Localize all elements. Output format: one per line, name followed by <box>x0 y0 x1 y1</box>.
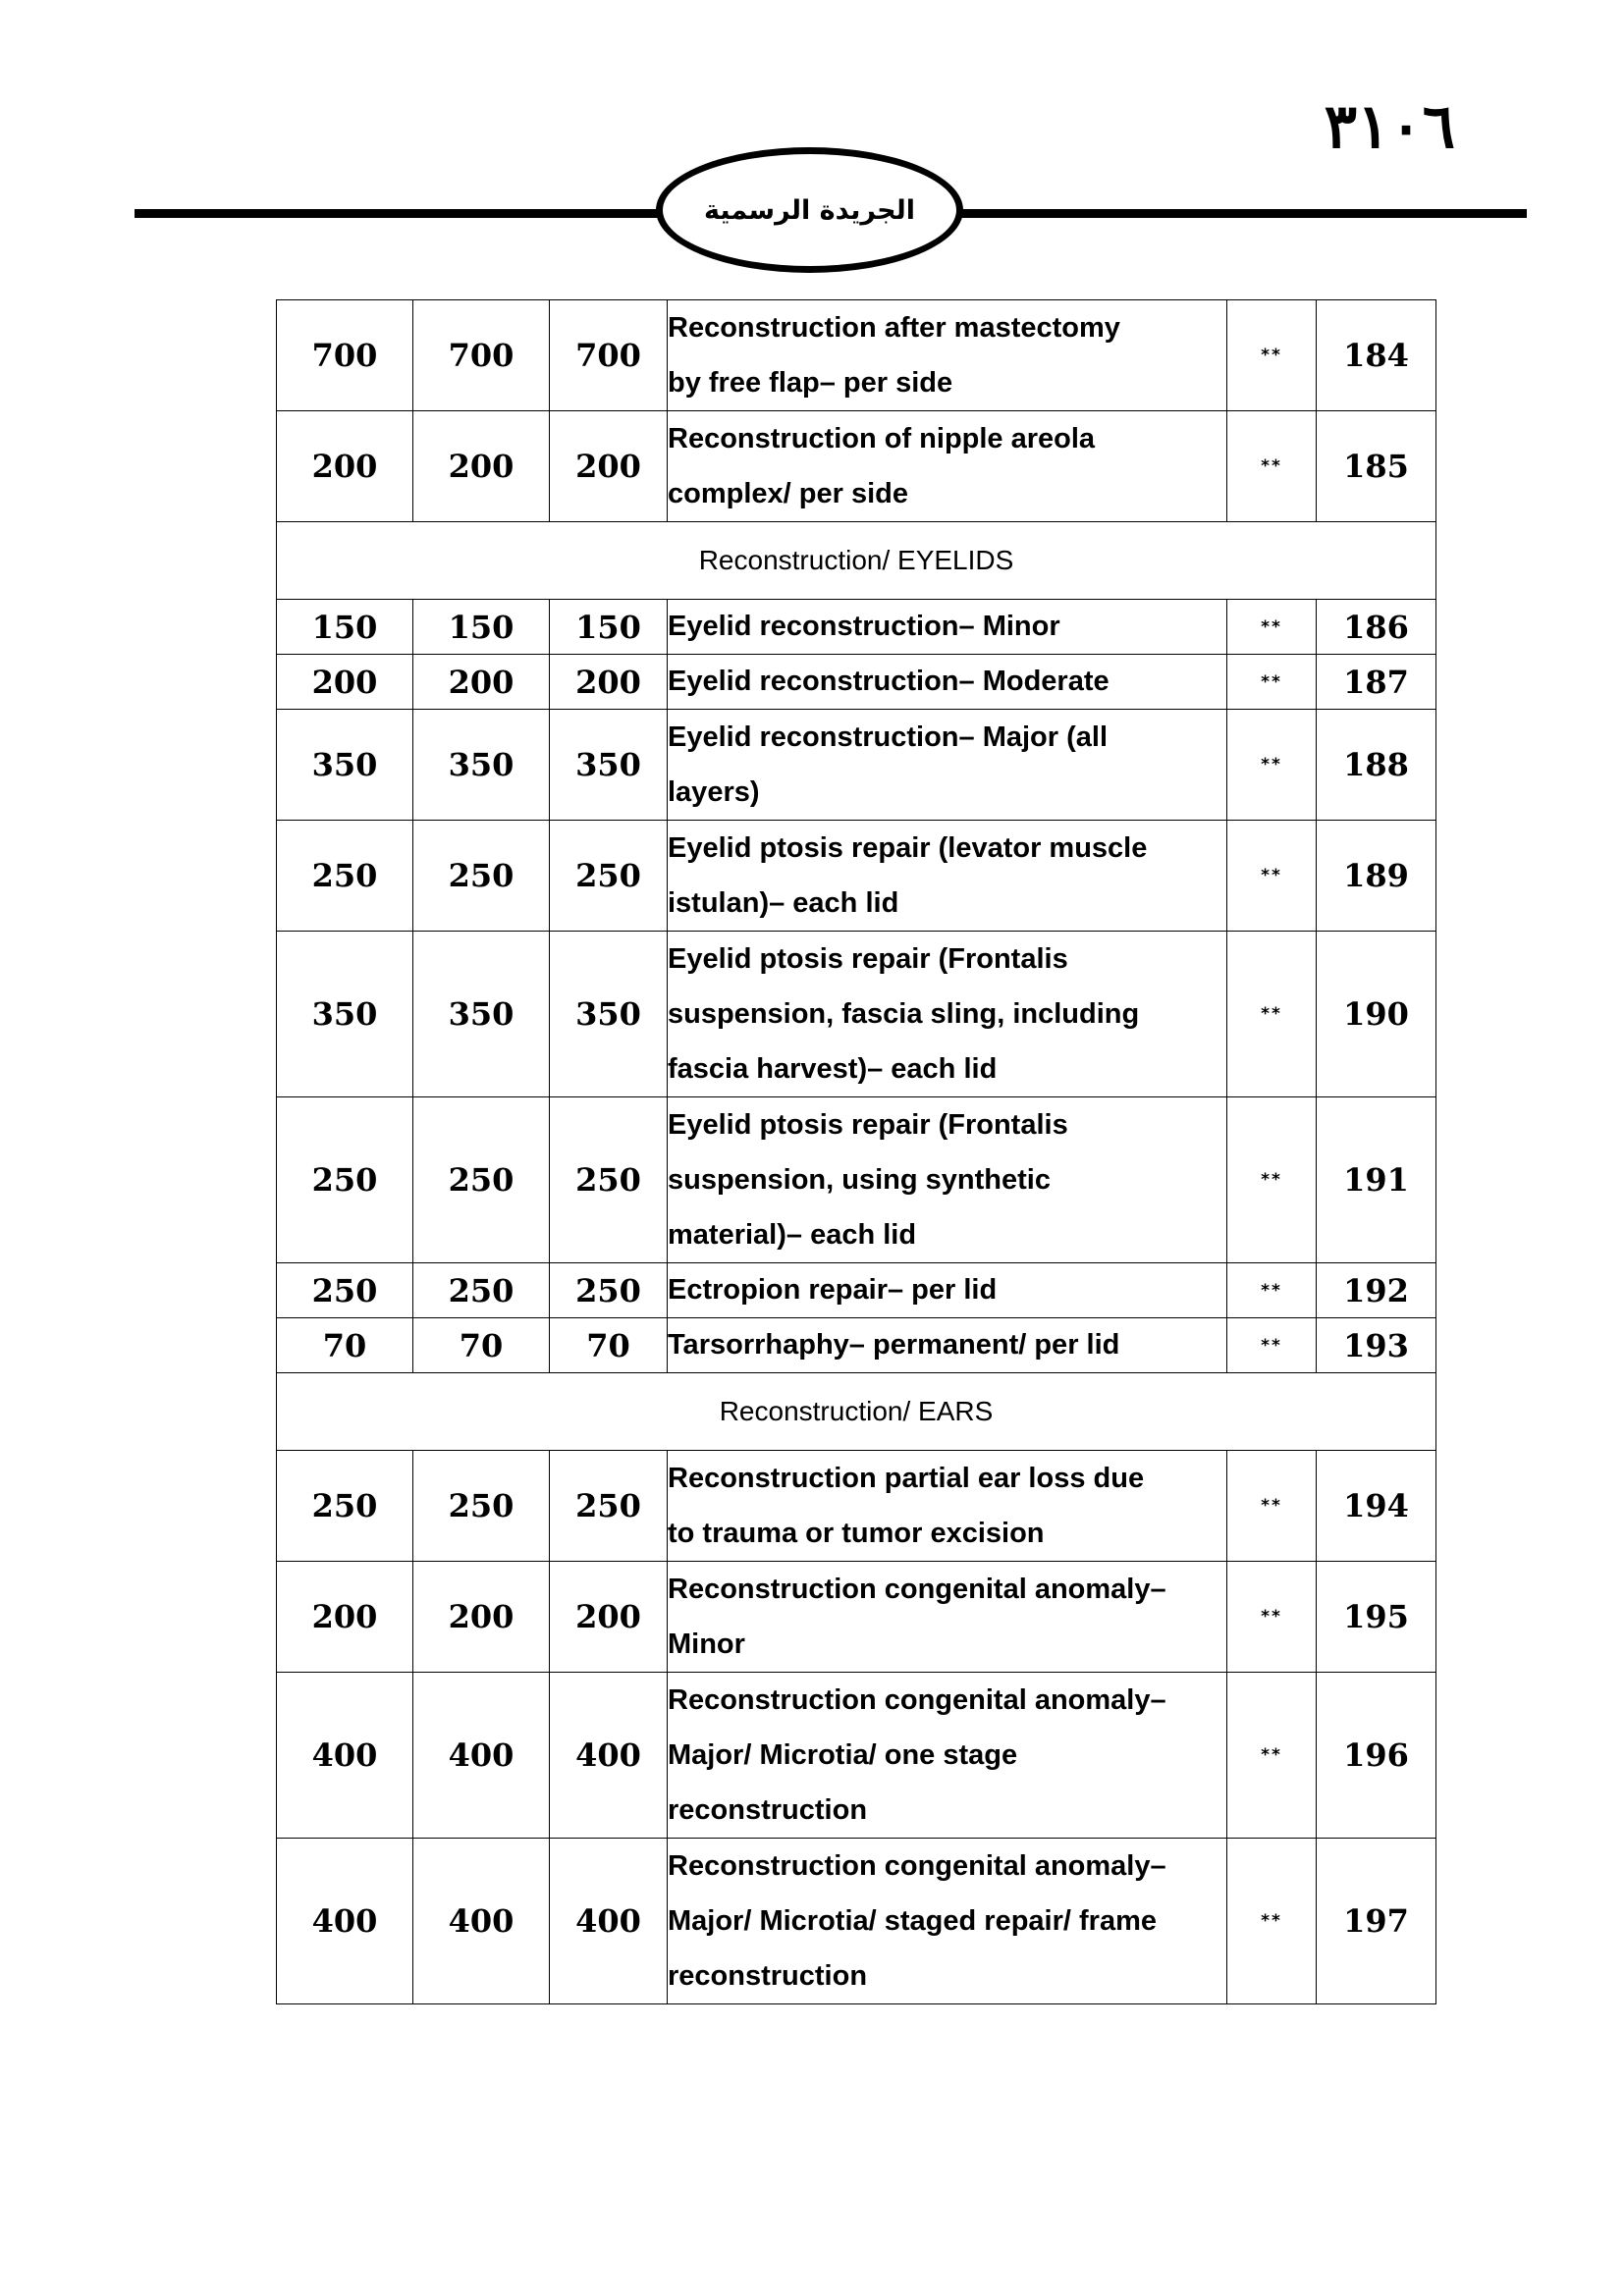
procedure-description: Reconstruction congenital anomaly– Major/ Microtia/ staged repair/ frame reconstruction <box>668 1839 1227 2004</box>
table-row <box>277 1562 1436 1673</box>
fee-value-2: 250 <box>413 1097 550 1263</box>
category-mark: ** <box>1227 932 1317 1097</box>
table-row <box>277 821 1436 932</box>
category-mark: ** <box>1227 1673 1317 1839</box>
item-number: 192 <box>1317 1263 1436 1318</box>
category-mark: ** <box>1227 821 1317 932</box>
procedure-description: Reconstruction congenital anomaly– Major/ Microtia/ one stage reconstruction <box>668 1673 1227 1839</box>
procedure-description: Eyelid reconstruction– Minor <box>668 600 1227 655</box>
fee-value-2: 200 <box>413 1562 550 1673</box>
item-number: 184 <box>1317 300 1436 411</box>
item-number: 190 <box>1317 932 1436 1097</box>
category-mark: ** <box>1227 1839 1317 2004</box>
fee-table <box>276 299 1436 2004</box>
fee-value-2: 250 <box>413 1263 550 1318</box>
table-row <box>277 932 1436 1097</box>
fee-value-1: 200 <box>277 411 413 522</box>
section-title: Reconstruction/ EARS <box>277 1373 1436 1451</box>
table-row <box>277 600 1436 655</box>
fee-value-2: 700 <box>413 300 550 411</box>
page-number: ٣١٠٦ <box>1324 90 1455 162</box>
category-mark: ** <box>1227 1562 1317 1673</box>
fee-value-3: 350 <box>550 710 668 821</box>
table-row <box>277 1318 1436 1373</box>
fee-value-2: 400 <box>413 1673 550 1839</box>
fee-value-1: 250 <box>277 1263 413 1318</box>
item-number: 185 <box>1317 411 1436 522</box>
procedure-description: Reconstruction after mastectomy by free flap– per side <box>668 300 1227 411</box>
fee-value-2: 350 <box>413 710 550 821</box>
item-number: 194 <box>1317 1451 1436 1562</box>
procedure-description: Reconstruction congenital anomaly– Minor <box>668 1562 1227 1673</box>
fee-value-2: 250 <box>413 1451 550 1562</box>
table-row <box>277 1263 1436 1318</box>
procedure-description: Eyelid ptosis repair (levator muscle istulan)– each lid <box>668 821 1227 932</box>
procedure-description: Ectropion repair– per lid <box>668 1263 1227 1318</box>
fee-value-1: 70 <box>277 1318 413 1373</box>
fee-value-1: 250 <box>277 821 413 932</box>
fee-value-3: 200 <box>550 1562 668 1673</box>
procedure-description: Reconstruction partial ear loss due to trauma or tumor excision <box>668 1451 1227 1562</box>
item-number: 188 <box>1317 710 1436 821</box>
table-row <box>277 1673 1436 1839</box>
fee-value-2: 400 <box>413 1839 550 2004</box>
fee-value-3: 250 <box>550 1451 668 1562</box>
fee-value-3: 700 <box>550 300 668 411</box>
category-mark: ** <box>1227 710 1317 821</box>
fee-value-2: 250 <box>413 821 550 932</box>
fee-value-1: 250 <box>277 1097 413 1263</box>
item-number: 187 <box>1317 655 1436 710</box>
category-mark: ** <box>1227 1097 1317 1263</box>
item-number: 186 <box>1317 600 1436 655</box>
fee-value-2: 200 <box>413 411 550 522</box>
fee-value-1: 700 <box>277 300 413 411</box>
section-row <box>277 1373 1436 1451</box>
fee-value-1: 400 <box>277 1839 413 2004</box>
gazette-title: الجريدة الرسمية <box>704 194 915 226</box>
gazette-title-oval <box>656 147 963 273</box>
fee-value-3: 200 <box>550 655 668 710</box>
procedure-description: Tarsorrhaphy– permanent/ per lid <box>668 1318 1227 1373</box>
category-mark: ** <box>1227 655 1317 710</box>
fee-value-3: 250 <box>550 1263 668 1318</box>
fee-value-3: 250 <box>550 1097 668 1263</box>
procedure-description: Eyelid ptosis repair (Frontalis suspension, using synthetic material)– each lid <box>668 1097 1227 1263</box>
fee-value-3: 250 <box>550 821 668 932</box>
table-row <box>277 300 1436 411</box>
section-title: Reconstruction/ EYELIDS <box>277 522 1436 600</box>
item-number: 191 <box>1317 1097 1436 1263</box>
fee-value-3: 400 <box>550 1839 668 2004</box>
procedure-description: Eyelid reconstruction– Moderate <box>668 655 1227 710</box>
item-number: 189 <box>1317 821 1436 932</box>
category-mark: ** <box>1227 600 1317 655</box>
fee-value-1: 200 <box>277 1562 413 1673</box>
table-row <box>277 1451 1436 1562</box>
fee-value-2: 350 <box>413 932 550 1097</box>
fee-value-1: 350 <box>277 710 413 821</box>
table-row <box>277 1097 1436 1263</box>
fee-value-3: 200 <box>550 411 668 522</box>
table-row <box>277 655 1436 710</box>
category-mark: ** <box>1227 300 1317 411</box>
item-number: 197 <box>1317 1839 1436 2004</box>
fee-value-3: 70 <box>550 1318 668 1373</box>
item-number: 193 <box>1317 1318 1436 1373</box>
fee-value-1: 250 <box>277 1451 413 1562</box>
category-mark: ** <box>1227 411 1317 522</box>
procedure-description: Reconstruction of nipple areola complex/ per side <box>668 411 1227 522</box>
fee-value-1: 200 <box>277 655 413 710</box>
category-mark: ** <box>1227 1451 1317 1562</box>
category-mark: ** <box>1227 1263 1317 1318</box>
table-row <box>277 710 1436 821</box>
fee-value-1: 400 <box>277 1673 413 1839</box>
item-number: 195 <box>1317 1562 1436 1673</box>
fee-value-2: 150 <box>413 600 550 655</box>
table-row <box>277 1839 1436 2004</box>
procedure-description: Eyelid reconstruction– Major (all layers) <box>668 710 1227 821</box>
fee-value-1: 150 <box>277 600 413 655</box>
fee-value-3: 350 <box>550 932 668 1097</box>
item-number: 196 <box>1317 1673 1436 1839</box>
category-mark: ** <box>1227 1318 1317 1373</box>
fee-value-1: 350 <box>277 932 413 1097</box>
procedure-description: Eyelid ptosis repair (Frontalis suspension, fascia sling, including fascia harvest)– each lid <box>668 932 1227 1097</box>
fee-value-2: 70 <box>413 1318 550 1373</box>
fee-value-3: 150 <box>550 600 668 655</box>
table-row <box>277 411 1436 522</box>
section-row <box>277 522 1436 600</box>
fee-value-2: 200 <box>413 655 550 710</box>
fee-value-3: 400 <box>550 1673 668 1839</box>
